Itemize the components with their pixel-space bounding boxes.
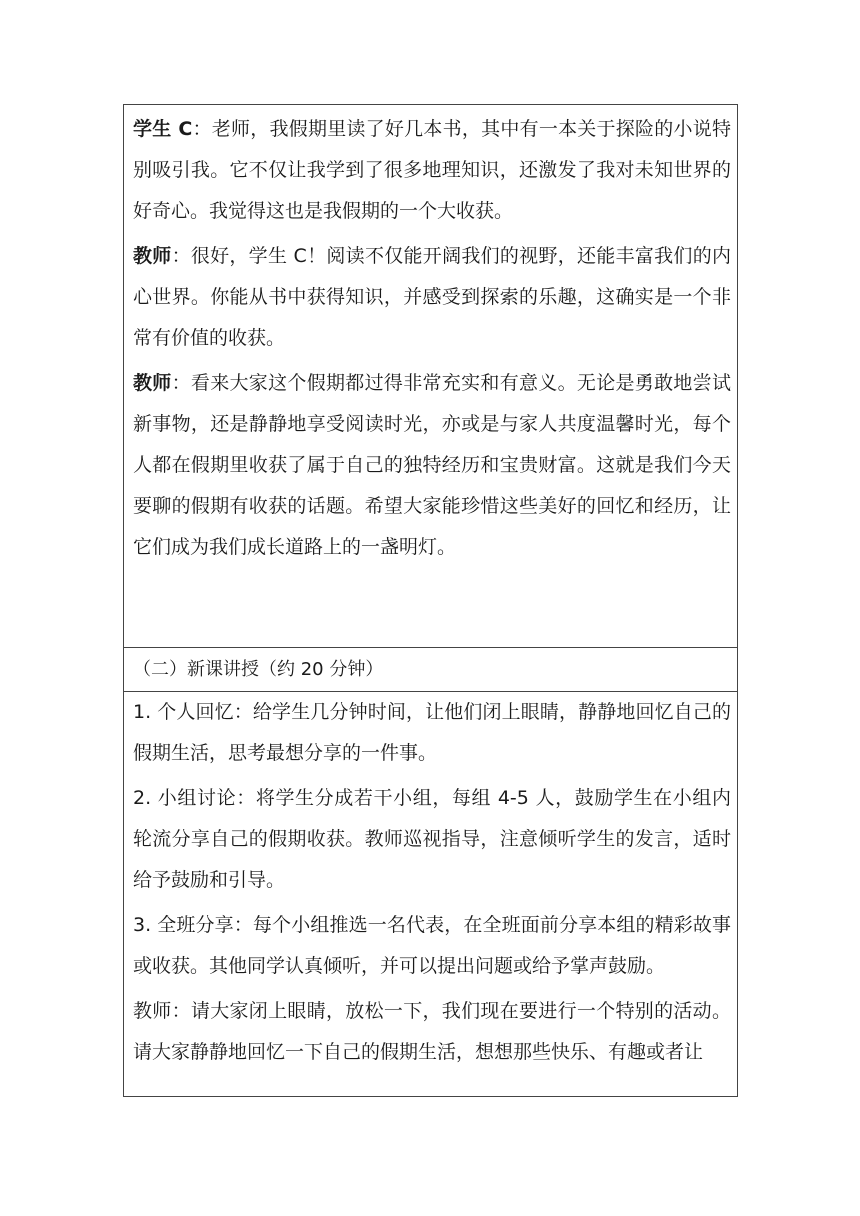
step-personal-recall: 1. 个人回忆：给学生几分钟时间，让他们闭上眼睛，静静地回忆自己的假期生活，思考最想分享的一件事。 [133, 701, 731, 764]
section-heading-cell [124, 647, 737, 692]
speaker-label: 教师 [133, 372, 172, 394]
speaker-label: 学生 C [133, 118, 193, 140]
lesson-plan-table [123, 104, 738, 1097]
dialogue-text: ：很好，学生 C！阅读不仅能开阔我们的视野，还能丰富我们的内心世界。你能从书中获得知识，并感受到探索的乐趣，这确实是一个非常有价值的收获。 [133, 245, 731, 349]
dialogue-text: ：看来大家这个假期都过得非常充实和有意义。无论是勇敢地尝试新事物，还是静静地享受阅读时光，亦或是与家人共度温馨时光，每个人都在假期里收获了属于自己的独特经历和宝贵财富。这就是我们今天要聊的假期有收获的话题。希望大家能珍惜这些美好的回忆和经历，让它们成为我们成长道路上的一盏明灯。 [133, 372, 731, 558]
speaker-label: 教师 [133, 245, 172, 267]
dialogue-text: ：老师，我假期里读了好几本书，其中有一本关于探险的小说特别吸引我。它不仅让我学到了很多地理知识，还激发了我对未知世界的好奇心。我觉得这也是我假期的一个大收获。 [133, 118, 731, 222]
dialogue-paragraph-teacher-1 [133, 236, 731, 359]
teacher-instruction: 教师：请大家闭上眼睛，放松一下，我们现在要进行一个特别的活动。请大家静静地回忆一下自己的假期生活，想想那些快乐、有趣或者让 [133, 1000, 731, 1063]
step-group-discussion: 2. 小组讨论：将学生分成若干小组，每组 4-5 人，鼓励学生在小组内轮流分享自己的假期收获。教师巡视指导，注意倾听学生的发言，适时给予鼓励和引导。 [133, 787, 731, 891]
step-class-sharing: 3. 全班分享：每个小组推选一名代表，在全班面前分享本组的精彩故事或收获。其他同学认真倾听，并可以提出问题或给予掌声鼓励。 [133, 914, 731, 977]
steps-cell [124, 692, 737, 1096]
dialogue-paragraph-student-c [133, 109, 731, 232]
dialogue-cell [124, 105, 737, 647]
dialogue-paragraph-teacher-2 [133, 363, 731, 568]
section-heading: （二）新课讲授（约 20 分钟） [133, 659, 384, 680]
